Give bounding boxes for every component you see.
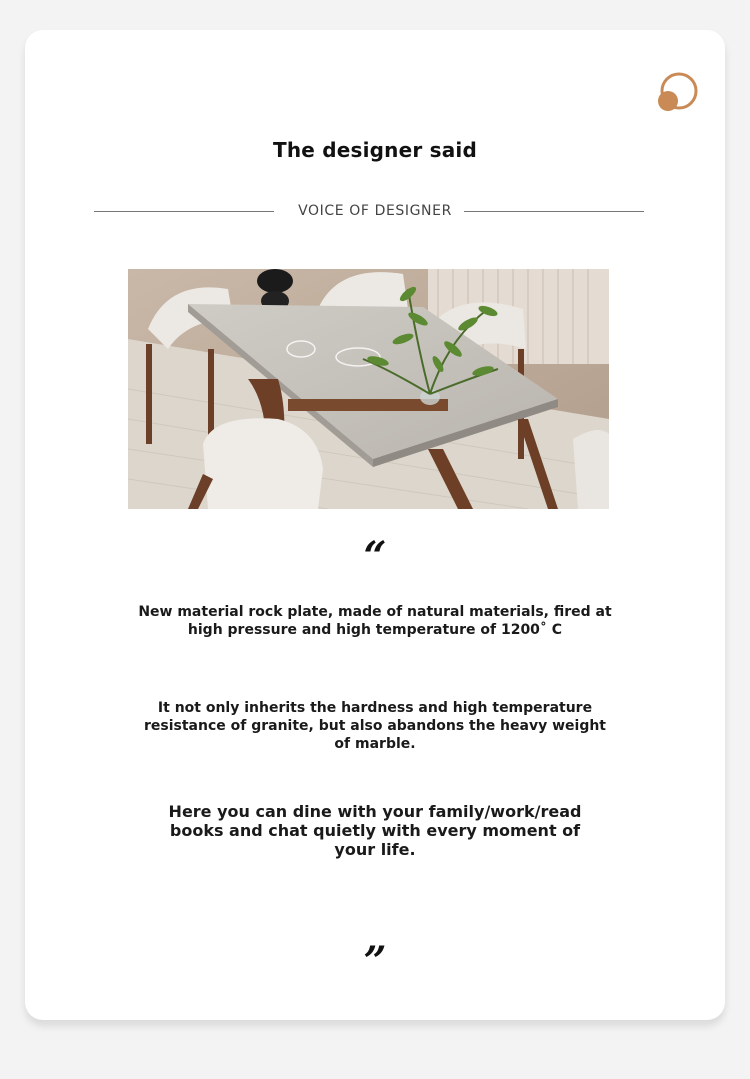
paragraph-3: Here you can dine with your family/work/read books and chat quietly with every moment of your life.	[168, 802, 582, 859]
section-subtitle: VOICE OF DESIGNER	[298, 203, 452, 219]
close-quote-mark: ”	[363, 938, 387, 985]
dining-table-photo	[128, 269, 609, 509]
paragraph-1: New material rock plate, made of natural materials, fired at high pressure and high temperature of 1200˚ C	[138, 604, 612, 638]
open-quote-mark: “	[363, 533, 387, 580]
content-card	[25, 30, 725, 1020]
brand-logo-icon	[654, 70, 700, 116]
divider-right	[464, 211, 644, 212]
page-title: The designer said	[273, 138, 477, 162]
paragraph-2: It not only inherits the hardness and high temperature resistance of granite, but also abandons the heavy weight of marble.	[143, 700, 607, 752]
